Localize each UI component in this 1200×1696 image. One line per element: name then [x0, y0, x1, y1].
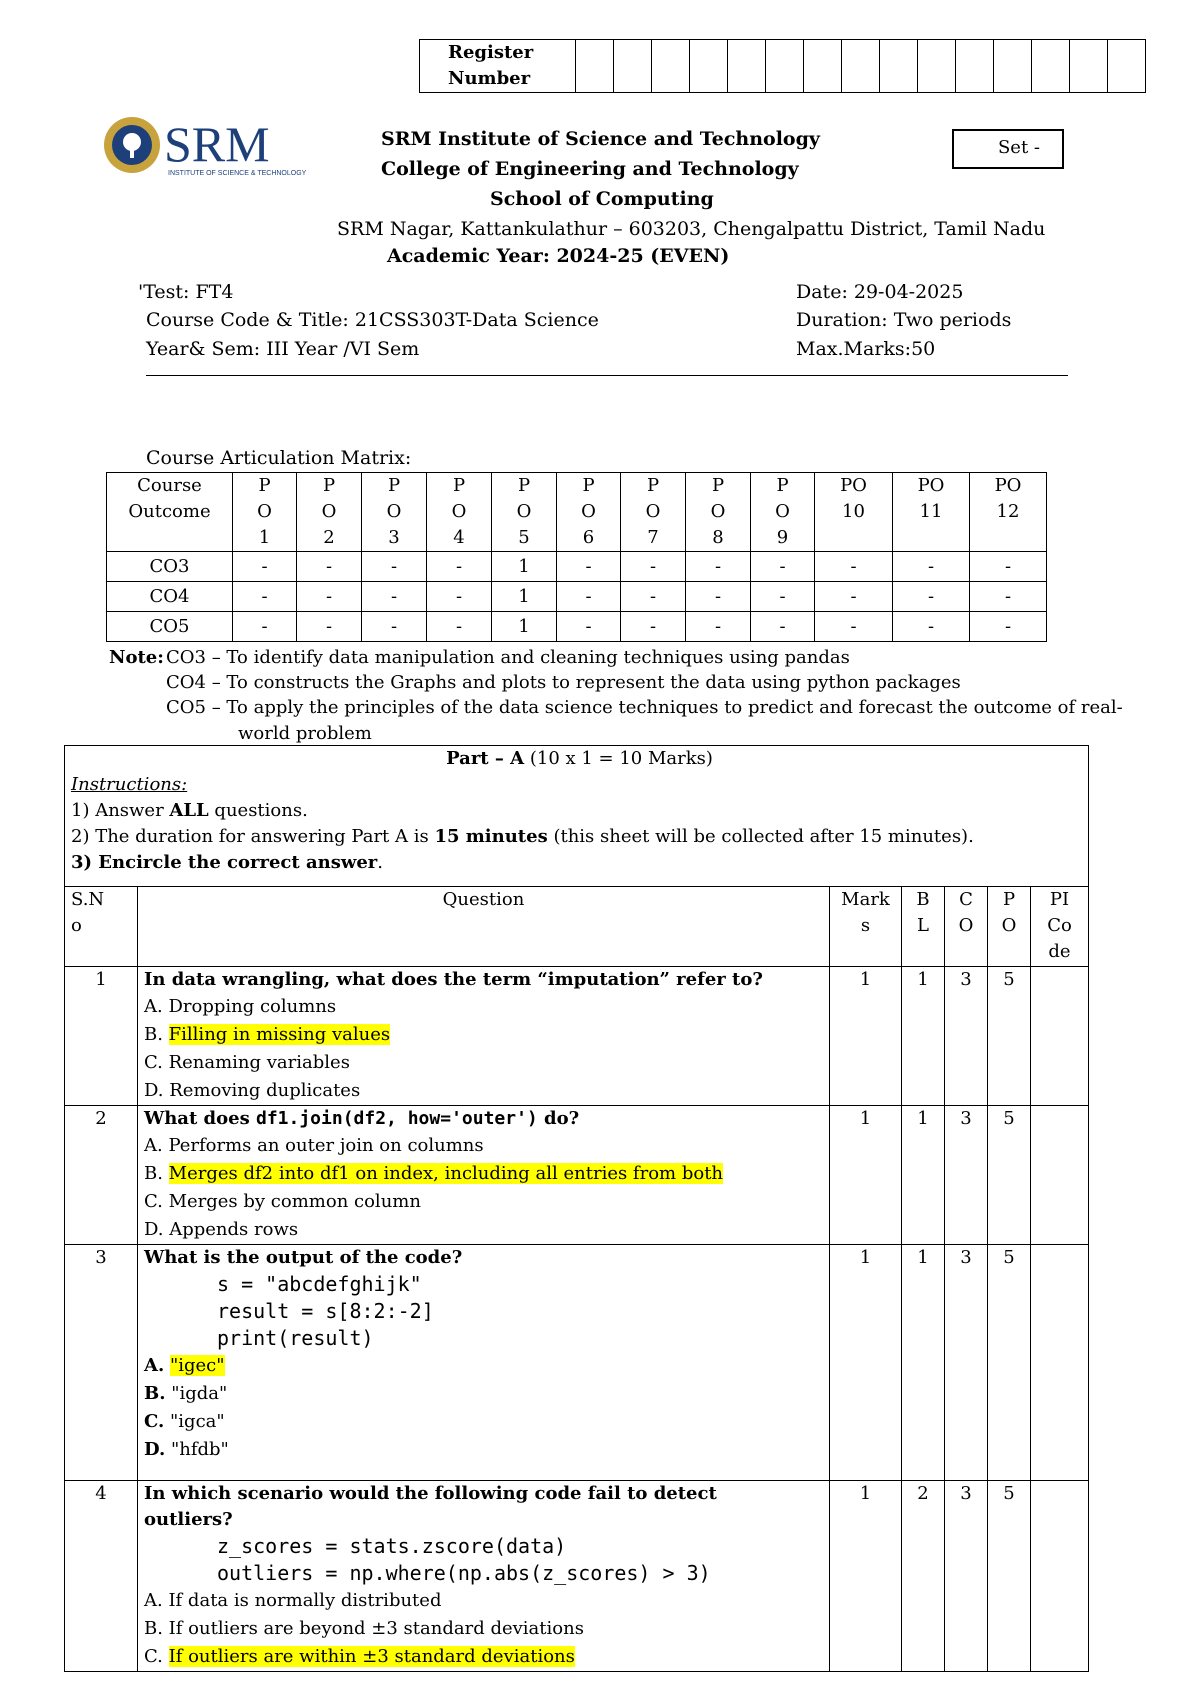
register-digit-cell[interactable] — [994, 40, 1032, 93]
matrix-head-po3: P O 3 — [362, 473, 427, 552]
bl-value: 1 — [902, 1106, 945, 1245]
matrix-head-po4: P O 4 — [427, 473, 492, 552]
option-b[interactable]: B. "igda" — [144, 1383, 228, 1404]
register-digit-cell[interactable] — [956, 40, 994, 93]
question-cell — [138, 967, 830, 1106]
co-value: 3 — [945, 1106, 988, 1245]
code-line: s = "abcdefghijk" — [217, 1272, 422, 1296]
po-value: 5 — [988, 1481, 1031, 1672]
pi-code-value — [1031, 1481, 1089, 1672]
note-co3: CO3 – To identify data manipulation and cleaning techniques using pandas — [166, 647, 850, 668]
option-a[interactable]: A. If data is normally distributed — [144, 1590, 442, 1611]
option-a[interactable]: A. Dropping columns — [144, 996, 337, 1017]
correct-answer-highlight: Filling in missing values — [168, 1024, 391, 1045]
matrix-head-po5: P O 5 — [492, 473, 557, 552]
option-c[interactable]: C. If outliers are within ±3 standard deviations — [144, 1646, 575, 1667]
question-cell — [138, 1245, 830, 1481]
srm-logo — [100, 115, 310, 181]
code-line: z_scores = stats.zscore(data) — [217, 1534, 567, 1558]
matrix-head-po2: P O 2 — [297, 473, 362, 552]
option-b[interactable]: B. If outliers are beyond ±3 standard deviations — [144, 1618, 584, 1639]
question-number: 3 — [65, 1245, 138, 1481]
matrix-head-po12: PO 12 — [970, 473, 1047, 552]
question-header-row — [65, 887, 1089, 967]
register-digit-cell[interactable] — [918, 40, 956, 93]
register-digit-cell[interactable] — [728, 40, 766, 93]
matrix-head-po1: P O 1 — [233, 473, 297, 552]
marks-value: 1 — [830, 1106, 902, 1245]
instructions-label: Instructions: — [71, 774, 188, 795]
question-text: In which scenario would the following code fail to detect — [144, 1483, 717, 1504]
register-digit-cell[interactable] — [804, 40, 842, 93]
bl-value: 1 — [902, 1245, 945, 1481]
col-head-question: Question — [138, 887, 830, 967]
instruction-3: 3) Encircle the correct answer. — [71, 852, 384, 873]
col-head-bl: B L — [902, 887, 945, 967]
question-text: In data wrangling, what does the term “imputation” refer to? — [144, 969, 763, 990]
marks-value: 1 — [830, 967, 902, 1106]
option-c[interactable]: C. "igca" — [144, 1411, 225, 1432]
pi-code-value — [1031, 1106, 1089, 1245]
academic-year: Academic Year: 2024-25 (EVEN) — [387, 245, 730, 267]
col-head-co: C O — [945, 887, 988, 967]
part-a-instructions — [65, 746, 1089, 887]
question-text: What is the output of the code? — [144, 1247, 463, 1268]
co-value: 3 — [945, 1245, 988, 1481]
logo-tagline: INSTITUTE OF SCIENCE & TECHNOLOGY — [168, 170, 307, 177]
code-line: result = s[8:2:-2] — [217, 1299, 434, 1323]
register-digit-cell[interactable] — [1108, 40, 1146, 93]
register-digit-cell[interactable] — [842, 40, 880, 93]
po-value: 5 — [988, 967, 1031, 1106]
set-box: Set - — [952, 129, 1064, 169]
matrix-head-course-outcome: Course Outcome — [107, 473, 233, 552]
question-number: 1 — [65, 967, 138, 1106]
max-marks: Max.Marks:50 — [796, 338, 936, 360]
exam-date: Date: 29-04-2025 — [796, 281, 964, 303]
question-row-1 — [65, 967, 1089, 1106]
co-value: 3 — [945, 967, 988, 1106]
course-articulation-matrix — [106, 472, 1047, 642]
logo-tree-trunk — [130, 148, 134, 158]
question-row-3 — [65, 1245, 1089, 1481]
year-sem: Year& Sem: III Year /VI Sem — [146, 338, 420, 360]
option-a[interactable]: A. "igec" — [144, 1355, 225, 1376]
register-digit-cell[interactable] — [1032, 40, 1070, 93]
question-row-2 — [65, 1106, 1089, 1245]
matrix-row-co3: CO3 - - - - 1 - - - - - - - — [107, 552, 1047, 582]
note-co5-continued: world problem — [238, 723, 372, 744]
instruction-1: 1) Answer ALL questions. — [71, 800, 308, 821]
note-label: Note: — [109, 647, 164, 668]
register-digit-cell[interactable] — [652, 40, 690, 93]
register-digit-cell[interactable] — [1070, 40, 1108, 93]
exam-duration: Duration: Two periods — [796, 309, 1012, 331]
correct-answer-highlight: "igec" — [169, 1355, 225, 1376]
question-number: 4 — [65, 1481, 138, 1672]
register-number-label: Register Number — [420, 40, 576, 93]
instruction-2: 2) The duration for answering Part A is 15 minutes (this sheet will be collected after 15 minutes). — [71, 826, 974, 847]
institute-name: SRM Institute of Science and Technology — [381, 128, 820, 150]
matrix-caption: Course Articulation Matrix: — [146, 447, 412, 469]
col-head-pi-code: PI Co de — [1031, 887, 1089, 967]
register-digit-cell[interactable] — [576, 40, 614, 93]
po-value: 5 — [988, 1106, 1031, 1245]
po-value: 5 — [988, 1245, 1031, 1481]
matrix-head-po6: P O 6 — [557, 473, 621, 552]
test-name: 'Test: FT4 — [138, 281, 234, 303]
matrix-head-po7: P O 7 — [621, 473, 686, 552]
option-c[interactable]: C. Renaming variables — [144, 1052, 350, 1073]
col-head-po: P O — [988, 887, 1031, 967]
question-number: 2 — [65, 1106, 138, 1245]
register-digit-cell[interactable] — [614, 40, 652, 93]
question-cell — [138, 1106, 830, 1245]
bl-value: 2 — [902, 1481, 945, 1672]
matrix-row-co4: CO4 - - - - 1 - - - - - - - — [107, 582, 1047, 612]
register-digit-cell[interactable] — [766, 40, 804, 93]
matrix-head-po9: P O 9 — [751, 473, 815, 552]
option-c[interactable]: C. Merges by common column — [144, 1191, 421, 1212]
course-code-title: Course Code & Title: 21CSS303T-Data Science — [146, 309, 599, 331]
marks-value: 1 — [830, 1245, 902, 1481]
logo-text: SRM — [164, 116, 270, 172]
college-name: College of Engineering and Technology — [381, 158, 799, 180]
option-d[interactable]: D. Appends rows — [144, 1219, 299, 1240]
bl-value: 1 — [902, 967, 945, 1106]
matrix-head-po10: PO 10 — [815, 473, 893, 552]
part-a-table — [64, 745, 1089, 1672]
question-text: What does df1.join(df2, how='outer') do? — [144, 1108, 580, 1129]
option-a[interactable]: A. Performs an outer join on columns — [144, 1135, 484, 1156]
col-head-marks: Mark s — [830, 887, 902, 967]
register-digit-cell[interactable] — [880, 40, 918, 93]
code-line: print(result) — [217, 1326, 374, 1350]
matrix-head-po8: P O 8 — [686, 473, 751, 552]
correct-answer-highlight: Merges df2 into df1 on index, including all entries from both — [168, 1163, 724, 1184]
marks-value: 1 — [830, 1481, 902, 1672]
address: SRM Nagar, Kattankulathur – 603203, Chengalpattu District, Tamil Nadu — [337, 218, 1046, 240]
matrix-head-po11: PO 11 — [893, 473, 970, 552]
option-d[interactable]: D. "hfdb" — [144, 1439, 229, 1460]
part-a-header-row — [65, 746, 1089, 887]
note-co4: CO4 – To constructs the Graphs and plots to represent the data using python packages — [166, 672, 961, 693]
col-head-sno: S.N o — [65, 887, 138, 967]
option-b[interactable]: B. Merges df2 into df1 on index, including all entries from both — [144, 1163, 724, 1184]
question-text-continued: outliers? — [144, 1509, 233, 1530]
register-number-box — [419, 39, 1146, 93]
school-name: School of Computing — [490, 188, 714, 210]
pi-code-value — [1031, 967, 1089, 1106]
option-b[interactable]: B. Filling in missing values — [144, 1024, 391, 1045]
matrix-row-co5: CO5 - - - - 1 - - - - - - - — [107, 612, 1047, 642]
question-cell — [138, 1481, 830, 1672]
correct-answer-highlight: If outliers are within ±3 standard deviations — [168, 1646, 575, 1667]
option-d[interactable]: D. Removing duplicates — [144, 1080, 361, 1101]
question-row-4 — [65, 1481, 1089, 1672]
pi-code-value — [1031, 1245, 1089, 1481]
part-a-title: Part – A (10 x 1 = 10 Marks) — [446, 748, 713, 769]
header-divider — [146, 375, 1068, 376]
note-co5: CO5 – To apply the principles of the data science techniques to predict and forecast the outcome of real- — [166, 697, 1123, 718]
register-digit-cell[interactable] — [690, 40, 728, 93]
co-value: 3 — [945, 1481, 988, 1672]
code-line: outliers = np.where(np.abs(z_scores) > 3) — [217, 1561, 711, 1585]
